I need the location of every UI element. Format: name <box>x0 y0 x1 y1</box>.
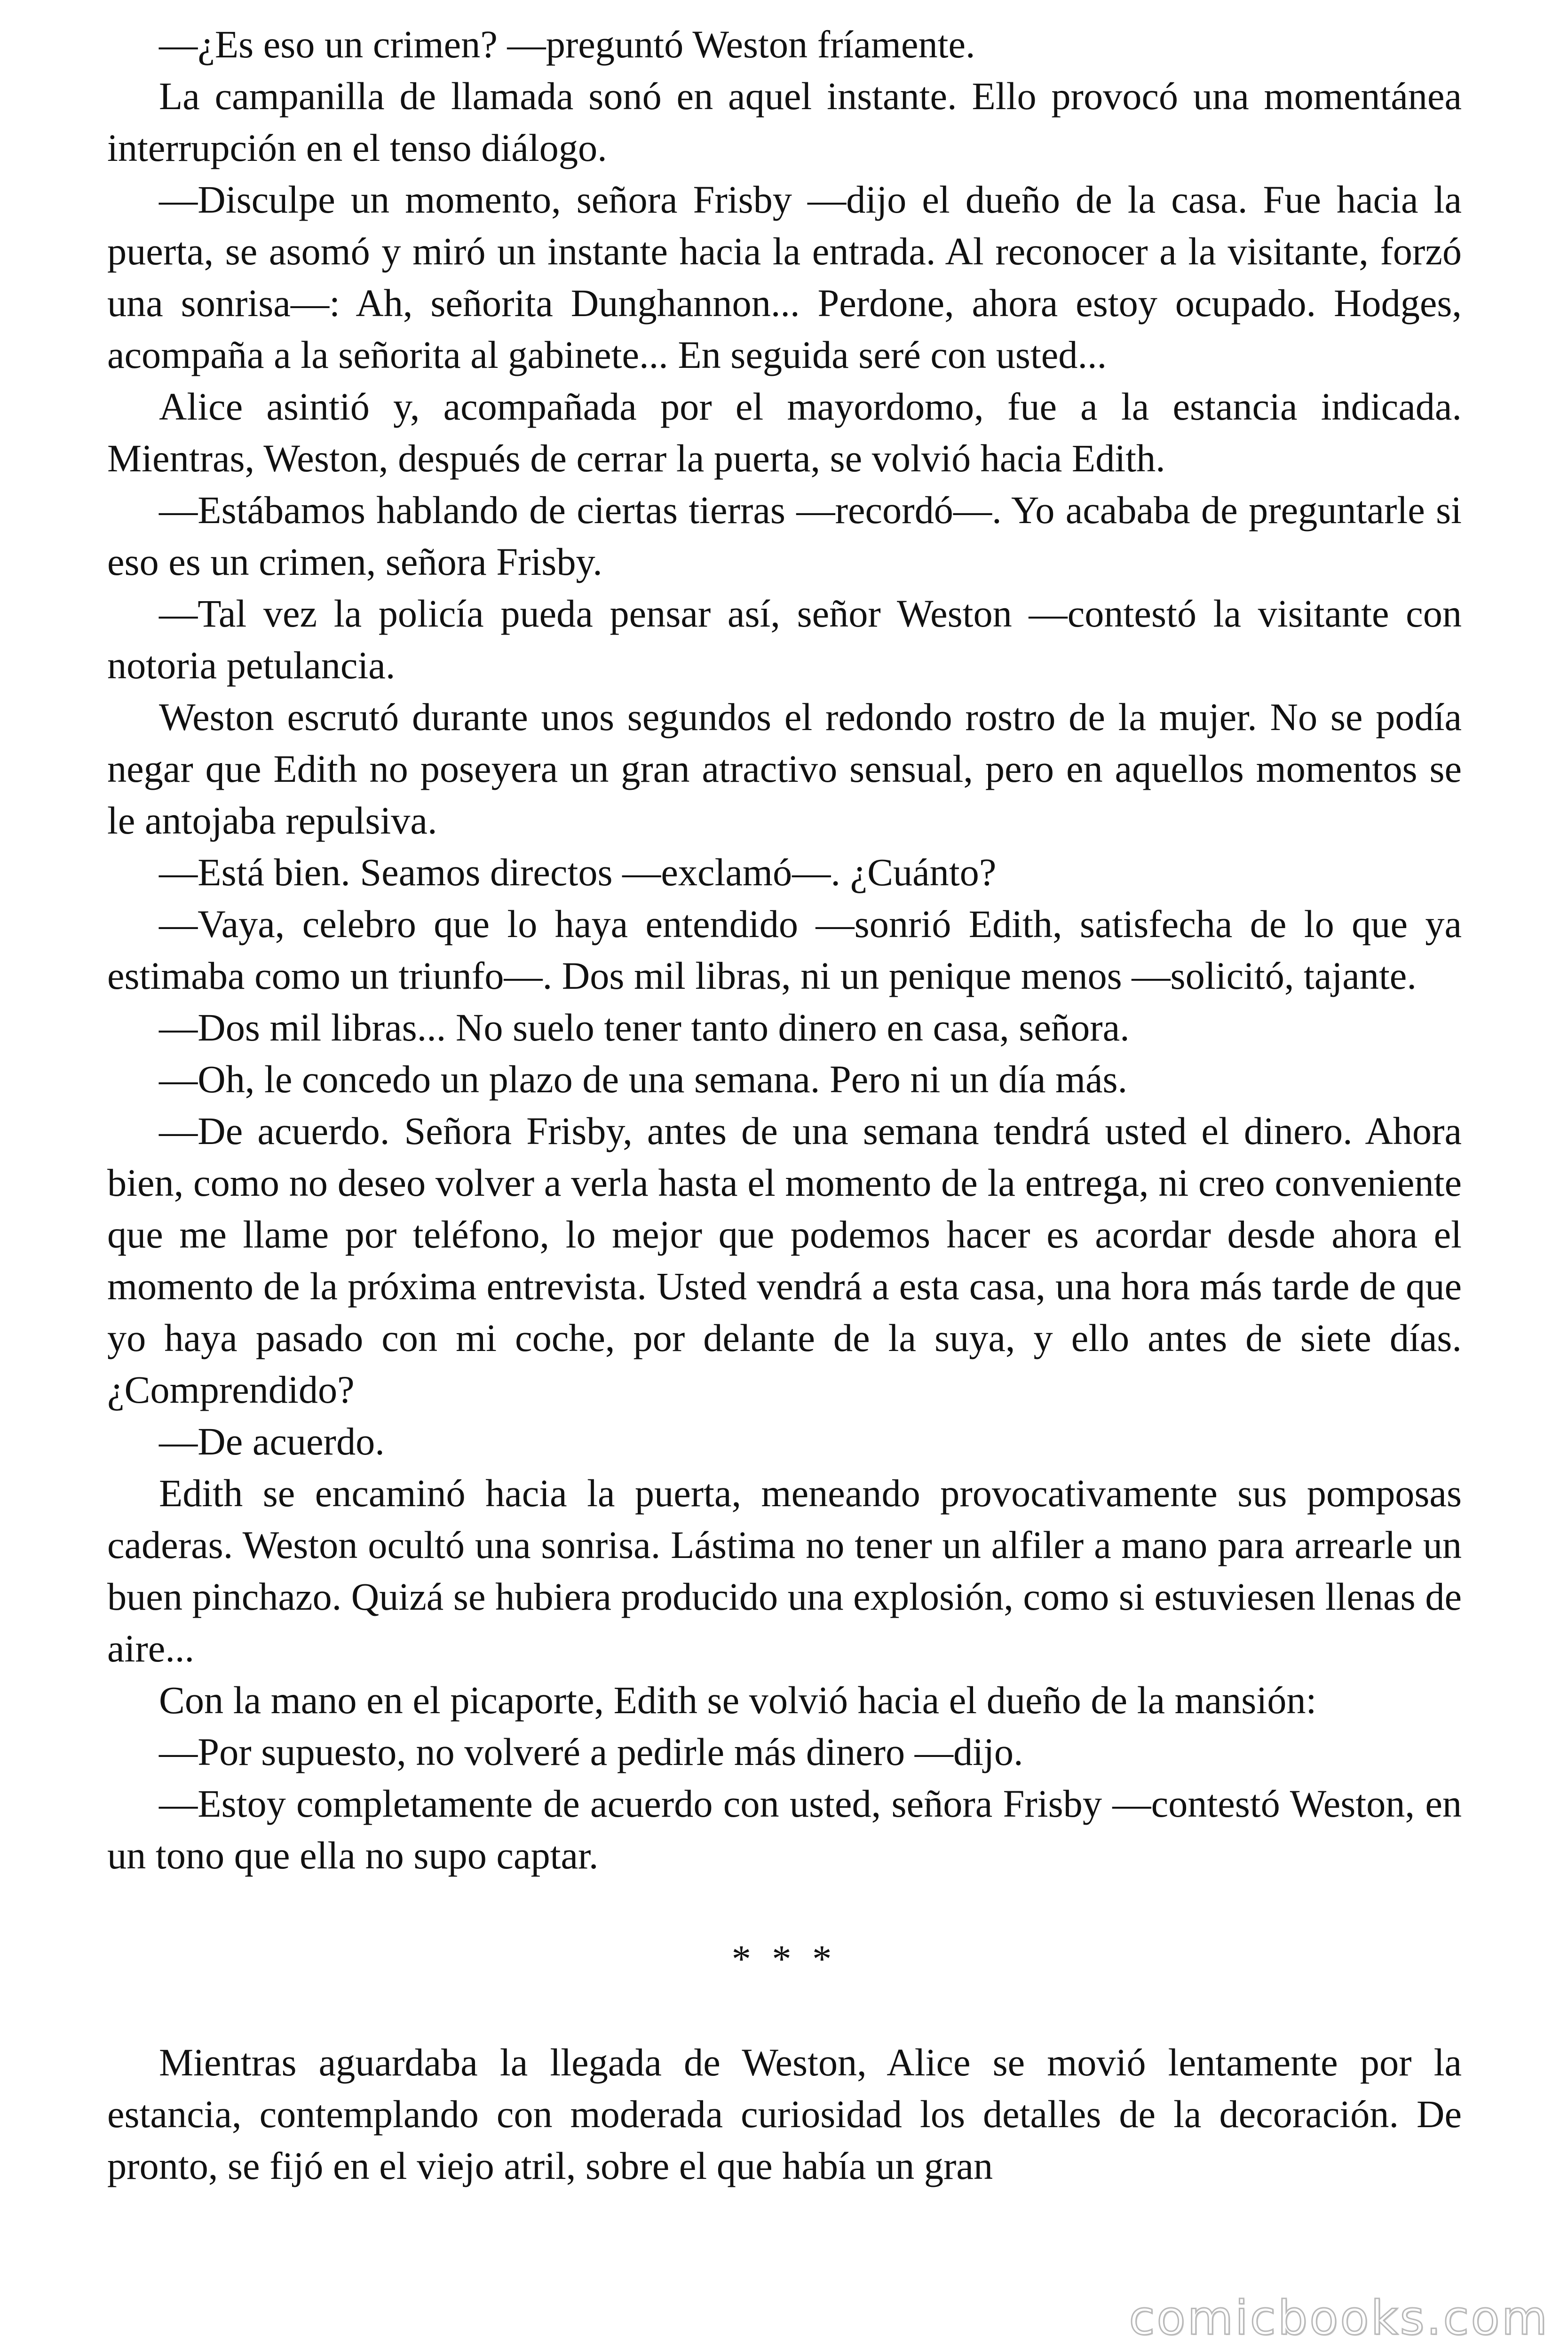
paragraph: —Por supuesto, no volveré a pedirle más dinero —dijo. <box>159 1731 1023 1773</box>
paragraph: Con la mano en el picaporte, Edith se volvió hacia el dueño de la mansión: <box>159 1679 1317 1722</box>
paragraph: Alice asintió y, acompañada por el mayordomo, fue a la estancia indicada. Mientras, Weston, después de cerrar la puerta, se volvió hacia Edith. <box>107 385 1462 480</box>
paragraph: —Está bien. Seamos directos —exclamó—. ¿Cuánto? <box>159 851 997 894</box>
paragraph: —Tal vez la policía pueda pensar así, señor Weston —contestó la visitante con notoria petulancia. <box>107 592 1462 687</box>
paragraph: —Oh, le concedo un plazo de una semana. Pero ni un día más. <box>159 1058 1128 1101</box>
closing-paragraph: Mientras aguardaba la llegada de Weston, Alice se movió lentamente por la estancia, contemplando con moderada curiosidad los detalles de la decoración. De pronto, se fijó en el viejo atril, sobre el que había un gran <box>107 2041 1462 2187</box>
paragraph: —Estoy completamente de acuerdo con usted, señora Frisby —contestó Weston, en un tono que ella no supo captar. <box>107 1782 1462 1877</box>
paragraph: Edith se encaminó hacia la puerta, meneando provocativamente sus pomposas caderas. Weston ocultó una sonrisa. Lástima no tener un alfiler a mano para arrearle un buen pinchazo. Quizá se hubiera producido una explosión, como si estuviesen llenas de aire... <box>107 1472 1462 1670</box>
paragraph: Weston escrutó durante unos segundos el redondo rostro de la mujer. No se podía negar que Edith no poseyera un gran atractivo sensual, pero en aquellos momentos se le antojaba repulsiva. <box>107 696 1462 842</box>
paragraph: —Vaya, celebro que lo haya entendido —sonrió Edith, satisfecha de lo que ya estimaba como un triunfo—. Dos mil libras, ni un penique menos —solicitó, tajante. <box>107 903 1462 997</box>
paragraph: —De acuerdo. Señora Frisby, antes de una semana tendrá usted el dinero. Ahora bien, como no deseo volver a verla hasta el momento de la entrega, ni creo conveniente que me llame por teléfono, lo mejor que podemos hacer es acordar desde ahora el momento de la próxima entrevista. Usted vendrá a esta casa, una hora más tarde de que yo haya pasado con mi coche, por delante de la suya, y ello antes de siete días. ¿Comprendido? <box>107 1110 1462 1411</box>
paragraph: —Estábamos hablando de ciertas tierras —recordó—. Yo acababa de preguntarle si eso es un crimen, señora Frisby. <box>107 489 1462 583</box>
paragraph: —Disculpe un momento, señora Frisby —dijo el dueño de la casa. Fue hacia la puerta, se asomó y miró un instante hacia la entrada. Al reconocer a la visitante, forzó una sonrisa—: Ah, señorita Dunghannon... Perdone, ahora estoy ocupado. Hodges, acompaña a la señorita al gabinete... En seguida seré con usted... <box>107 178 1462 376</box>
watermark: comicbooks.com <box>1129 2290 1549 2345</box>
paragraph: La campanilla de llamada sonó en aquel instante. Ello provocó una momentánea interrupción en el tenso diálogo. <box>107 75 1462 169</box>
paragraph: —De acuerdo. <box>159 1420 385 1463</box>
section-separator: * * * <box>731 1938 838 1980</box>
paragraph: —Dos mil libras... No suelo tener tanto dinero en casa, señora. <box>159 1006 1130 1049</box>
paragraph: —¿Es eso un crimen? —preguntó Weston fríamente. <box>159 23 975 66</box>
book-page <box>107 19 1462 2192</box>
